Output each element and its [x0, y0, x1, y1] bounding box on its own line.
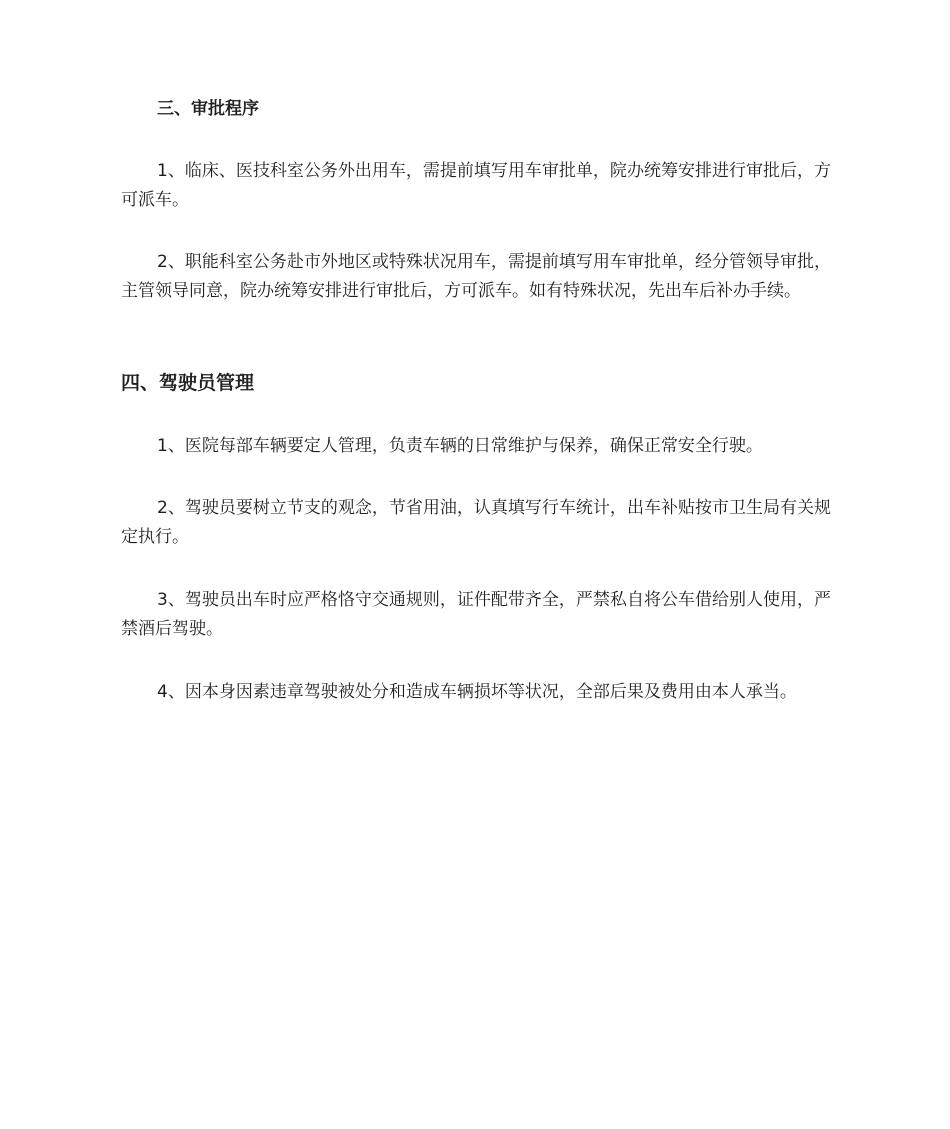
section-4-item-3: 3、驾驶员出车时应严格恪守交通规则，证件配带齐全，严禁私自将公车借给别人使用，严禁酒后驾驶。 — [121, 590, 831, 639]
section-3-item-2: 2、职能科室公务赴市外地区或特殊状况用车，需提前填写用车审批单，经分管领导审批，主管领导同意，院办统筹安排进行审批后，方可派车。如有特殊状况，先出车后补办手续。 — [121, 252, 831, 301]
section-4-item-4: 4、因本身因素违章驾驶被处分和造成车辆损坏等状况，全部后果及费用由本人承当。 — [157, 682, 797, 702]
section-4-item-1: 1、医院每部车辆要定人管理，负责车辆的日常维护与保养，确保正常安全行驶。 — [157, 436, 763, 456]
section-3-heading: 三、审批程序 — [157, 99, 259, 119]
section-4-item-2: 2、驾驶员要树立节支的观念，节省用油，认真填写行车统计，出车补贴按市卫生局有关规定执行。 — [121, 498, 831, 547]
section-3-item-1: 1、临床、医技科室公务外出用车，需提前填写用车审批单，院办统筹安排进行审批后，方可派车。 — [121, 161, 831, 210]
section-4-heading: 四、驾驶员管理 — [121, 372, 255, 394]
